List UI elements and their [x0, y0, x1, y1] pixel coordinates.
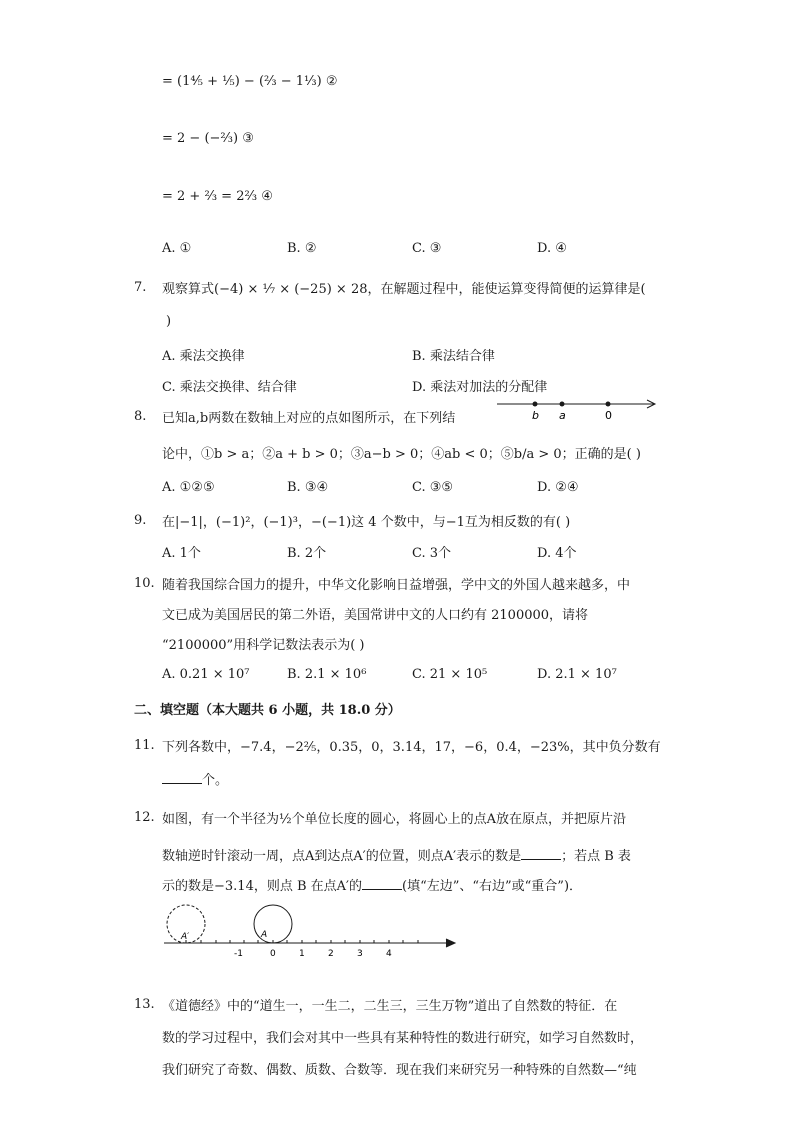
q12-label-a-prime: A′	[181, 932, 190, 942]
q8-option-b: B. ③④	[287, 480, 329, 495]
q12-number: 12.	[134, 810, 155, 825]
q12-line2-text-a: 数轴逆时针滚动一周，点A到达点A′的位置，则点A′表示的数是	[162, 849, 522, 864]
q9-option-d: D. 4个	[537, 546, 577, 561]
q10-stem-line2: 文已成为美国居民的第二外语，美国常讲中文的人口约有 2100000，请将	[162, 608, 589, 623]
q13-stem-line3: 我们研究了奇数、偶数、质数、合数等．现在我们来研究另一种特殊的自然数—“纯	[162, 1063, 637, 1078]
q12-line3-text-a: 示的数是−3.14，则点 B 在点A′的	[162, 879, 362, 894]
q6-option-c: C. ③	[412, 241, 442, 256]
q7-stem-line2: )	[166, 314, 172, 329]
q7-stem-line1: 观察算式(−4) × ¹⁄₇ × (−25) × 28，在解题过程中，能使运算变得简便的运算律是(	[162, 282, 646, 297]
q12-stem-line2	[162, 845, 631, 864]
q10-number: 10.	[134, 576, 155, 591]
q13-stem-line1: 《道德经》中的“道生一，一生二，二生三，三生万物”道出了自然数的特征．在	[162, 999, 618, 1014]
q8-stem-line2: 论中，①b > a；②a + b > 0；③a−b > 0；④ab < 0；⑤b/a > 0；正确的是( )	[162, 447, 641, 462]
q12-stem-line1: 如图，有一个半径为½个单位长度的圆心，将圆心上的点A放在原点，并把原片沿	[162, 812, 626, 827]
q10-option-c: C. 21 × 10⁵	[412, 667, 488, 682]
q7-option-a: A. 乘法交换律	[162, 349, 245, 364]
q11-stem-line1: 下列各数中，−7.4，−2²⁄₅，0.35，0，3.14，17，−6，0.4，−23%，其中负分数有	[162, 740, 661, 755]
q12-stem-line3	[162, 875, 582, 894]
q12-tick-label-0: 0	[270, 949, 276, 959]
q8-number: 8.	[134, 409, 147, 424]
q12-tick-label-1: 1	[299, 949, 305, 959]
q13-stem-line2: 数的学习过程中，我们会对其中一些具有某种特性的数进行研究，如学习自然数时，	[162, 1031, 644, 1046]
q6-step-4: = 2 + ²⁄₃ = 2²⁄₃ ④	[162, 189, 273, 204]
q9-number: 9.	[134, 513, 147, 528]
q8-option-a: A. ①②⑤	[162, 480, 215, 495]
q12-solid-circle	[254, 905, 292, 943]
q10-stem-line3: “2100000”用科学记数法表示为( )	[162, 638, 365, 653]
q6-step-3: = 2 − (−²⁄₃) ③	[162, 131, 254, 146]
q12-label-a: A	[261, 930, 268, 940]
section-heading-fill-in: 二、填空题（本大题共 6 小题，共 18.0 分）	[134, 703, 401, 718]
q6-option-b: B. ②	[287, 241, 317, 256]
q12-tick-label-2: 2	[328, 949, 334, 959]
q9-stem-line1: 在|−1|，(−1)²，(−1)³，−(−1)这 4 个数中，与−1互为相反数的有( )	[162, 515, 571, 530]
q8-number-line-figure	[495, 394, 665, 424]
q8-option-d: D. ②④	[537, 480, 579, 495]
q10-option-b: B. 2.1 × 10⁶	[287, 667, 367, 682]
q10-option-d: D. 2.1 × 10⁷	[537, 667, 617, 682]
q8-option-c: C. ③⑤	[412, 480, 454, 495]
q11-stem-line2	[162, 769, 228, 788]
q12-answer-blank-2[interactable]	[362, 877, 402, 890]
q7-option-d: D. 乘法对加法的分配律	[412, 380, 548, 395]
q12-axis-arrow	[446, 939, 455, 947]
q6-option-a: A. ①	[162, 241, 192, 256]
q8-point-zero	[606, 402, 611, 407]
q12-answer-blank-1[interactable]	[521, 847, 561, 860]
q12-rolling-circle-figure	[160, 900, 465, 960]
q12-tick-label-neg1: -1	[234, 949, 243, 959]
q8-point-a	[560, 402, 565, 407]
q12-tick-label-3: 3	[357, 949, 363, 959]
q10-stem-line1: 随着我国综合国力的提升，中华文化影响日益增强，学中文的外国人越来越多，中	[162, 578, 631, 593]
q8-label-b: b	[532, 409, 539, 422]
q9-option-a: A. 1个	[162, 546, 201, 561]
q6-step-2: = (1⁴⁄₅ + ¹⁄₅) − (²⁄₃ − 1¹⁄₃) ②	[162, 74, 338, 89]
q11-number: 11.	[134, 738, 155, 753]
q8-stem-line1: 已知a,b两数在数轴上对应的点如图所示，在下列结	[162, 411, 456, 426]
q12-tick-label-4: 4	[386, 949, 392, 959]
q8-point-b	[533, 402, 538, 407]
q9-option-c: C. 3个	[412, 546, 452, 561]
q7-number: 7.	[134, 280, 147, 295]
q11-answer-blank[interactable]	[162, 771, 202, 784]
q6-option-d: D. ④	[537, 241, 567, 256]
q8-label-a: a	[559, 409, 566, 422]
q11-suffix: 个。	[202, 773, 229, 788]
q12-line3-text-b: (填“左边”、“右边”或“重合”)．	[402, 879, 583, 894]
q12-line2-text-b: ；若点 B 表	[561, 849, 631, 864]
q9-option-b: B. 2个	[287, 546, 327, 561]
q8-label-zero: 0	[605, 409, 612, 422]
q13-number: 13.	[134, 997, 155, 1012]
q7-option-b: B. 乘法结合律	[412, 349, 495, 364]
q10-option-a: A. 0.21 × 10⁷	[162, 667, 250, 682]
q7-option-c: C. 乘法交换律、结合律	[162, 380, 297, 395]
